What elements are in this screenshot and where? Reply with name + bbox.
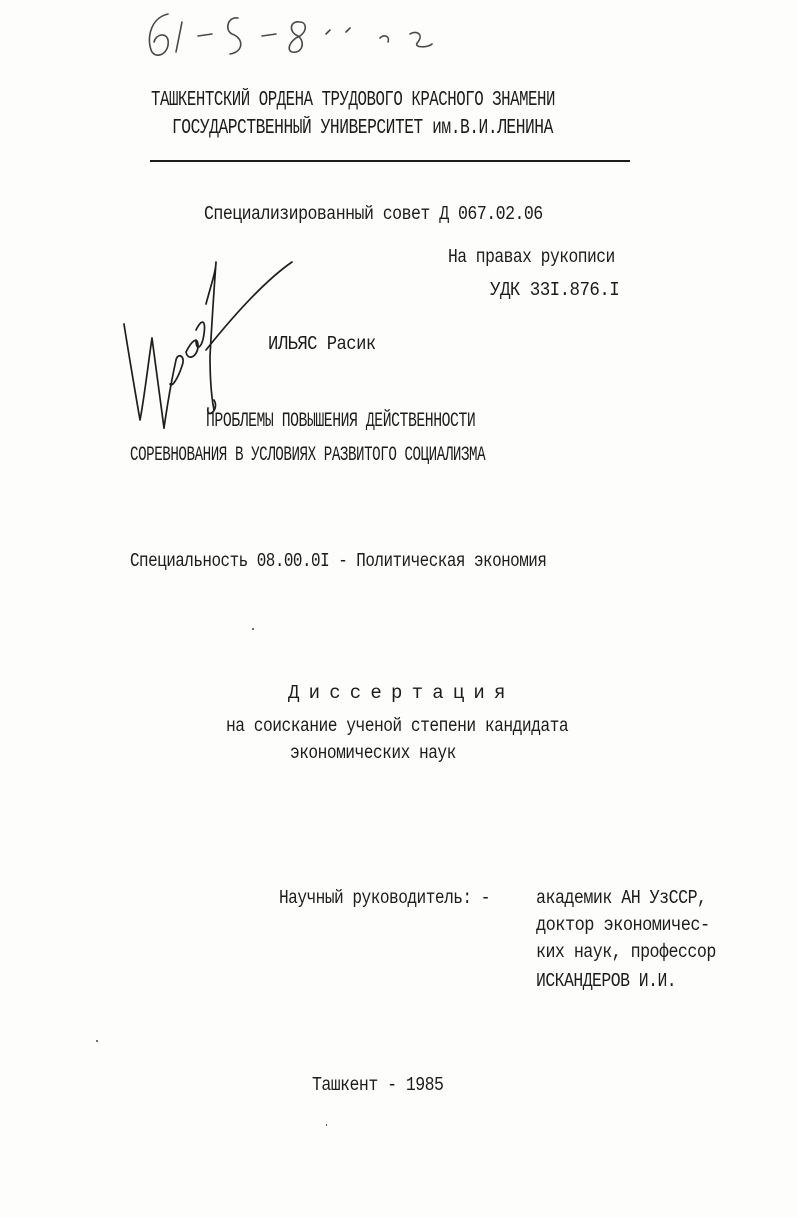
place-year: Ташкент - 1985: [312, 1074, 444, 1096]
council-line: Специализированный совет Д 067.02.06: [204, 203, 543, 225]
supervisor-label: Научный руководитель: -: [279, 887, 490, 909]
author-name: ИЛЬЯС Расик: [268, 333, 376, 355]
header-line-2: ГОСУДАРСТВЕННЫЙ УНИВЕРСИТЕТ им.В.И.ЛЕНИНА: [172, 117, 553, 140]
title-line-1: ПРОБЛЕМЫ ПОВЫШЕНИЯ ДЕЙСТВЕННОСТИ: [206, 410, 476, 433]
scan-speck: [252, 628, 254, 630]
title-line-2: СОРЕВНОВАНИЯ В УСЛОВИЯХ РАЗВИТОГО СОЦИАЛИЗМА: [130, 444, 486, 467]
supervisor-line-4: ИСКАНДЕРОВ И.И.: [536, 970, 677, 992]
supervisor-line-3: ких наук, профессор: [536, 941, 716, 963]
dissertation-heading: Диссертация: [288, 682, 515, 704]
scan-speck: [96, 1040, 98, 1042]
manuscript-rights: На правах рукописи: [448, 246, 615, 268]
supervisor-line-2: доктор экономичес-: [536, 914, 710, 936]
dissertation-line-2: экономических наук: [290, 742, 456, 764]
archive-number-handwriting: [149, 14, 432, 55]
scan-speck: [326, 1124, 327, 1126]
supervisor-line-1: академик АН УзССР,: [536, 887, 707, 909]
udk-code: УДК 33I.876.I: [490, 279, 620, 301]
specialty-line: Специальность 08.00.0I - Политическая экономия: [130, 550, 547, 572]
dissertation-line-1: на соискание ученой степени кандидата: [226, 715, 569, 737]
header-line-1: ТАШКЕНТСКИЙ ОРДЕНА ТРУДОВОГО КРАСНОГО ЗНАМЕНИ: [151, 89, 555, 112]
signature: [124, 262, 292, 428]
header-divider: [150, 160, 630, 162]
